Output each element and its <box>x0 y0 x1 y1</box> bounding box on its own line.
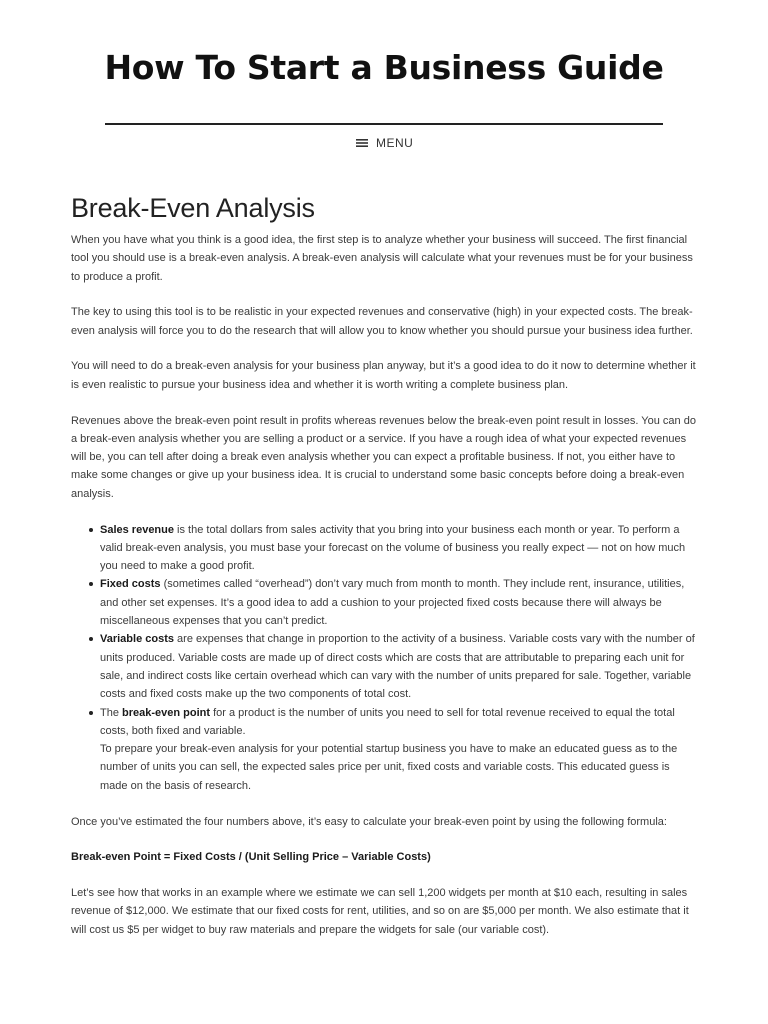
hamburger-icon <box>356 138 368 148</box>
list-item-break-even-point <box>100 704 697 795</box>
list-item-text: for a product is the number of units you need to sell for total revenue received to equal the total costs, both fixed and variable. <box>100 706 675 737</box>
paragraph-intro: When you have what you think is a good idea, the first step is to analyze whether your business will succeed. The first financial tool you should use is a break-even analysis. A break-even analysis will calculate what your revenues must be for your business to produce a profit. <box>71 234 693 283</box>
list-item-text: (sometimes called “overhead”) don’t vary much from month to month. They include rent, insurance, utilities, and other set expenses. It’s a good idea to add a cushion to your projected fixed costs because there will always be miscellaneous expenses that you can’t predict. <box>100 578 685 628</box>
title-divider <box>105 123 663 125</box>
term-variable-costs: Variable costs <box>100 633 174 646</box>
paragraph-revenues: Revenues above the break-even point result in profits whereas revenues below the break-even point result in losses. You can do a break-even analysis whether you are selling a product or a service. If you have a rough idea of what your expected revenues will be, you can tell after doing a break even analysis whether you can expect a profitable business. If not, you either have to make some changes or give up your business idea. It is crucial to understand some basic concepts before doing a break-even analysis. <box>71 414 696 500</box>
list-item-text: is the total dollars from sales activity that you bring into your business each month or year. To perform a valid break-even analysis, you must base your forecast on the volume of business you really expect — not on how much you need to make a good profit. <box>100 523 686 573</box>
paragraph-after-list: Once you’ve estimated the four numbers above, it’s easy to calculate your break-even point by using the following formula: <box>71 815 667 828</box>
concepts-list <box>71 521 697 795</box>
article-content <box>71 190 697 957</box>
menu-label: MENU <box>376 136 414 150</box>
term-fixed-costs: Fixed costs <box>100 578 161 591</box>
list-item-sales-revenue <box>100 521 697 576</box>
list-item-prefix: The <box>100 706 123 719</box>
list-item-variable-costs <box>100 630 697 703</box>
menu-toggle-button[interactable] <box>356 134 413 152</box>
paragraph-realism: The key to using this tool is to be realistic in your expected revenues and conservative (high) in your expected costs. The break-even analysis will force you to do the research that will allow you to know whether you should pursue your business idea further. <box>71 306 693 337</box>
page-title: Break-Even Analysis <box>71 193 315 223</box>
list-item-text: are expenses that change in proportion to the activity of a business. Variable costs vary with the number of units produced. Variable costs are made up of direct costs which are costs that are attributable to preparing each unit for sale, and indirect costs like certain overhead which can vary with the number of units prepared for sale. Together, variable costs and fixed costs make up the two components of total cost. <box>100 633 695 701</box>
paragraph-example: Let’s see how that works in an example where we estimate we can sell 1,200 widgets per month at $10 each, resulting in sales revenue of $12,000. We estimate that our fixed costs for rent, utilities, and so on are $5,000 per month. We also estimate that it will cost us $5 per widget to buy raw materials and prepare the widgets for sale (our variable cost). <box>71 887 689 936</box>
list-item-continuation: To prepare your break-even analysis for your potential startup business you have to make an educated guess as to the number of units you can sell, the expected sales price per unit, fixed costs and variable costs. This educated guess is made on the basis of research. <box>100 743 678 792</box>
list-item-fixed-costs <box>100 575 697 630</box>
paragraph-business-plan: You will need to do a break-even analysis for your business plan anyway, but it’s a good idea to do it now to determine whether it is even realistic to pursue your business idea and whether it is worth writing a complete business plan. <box>71 360 696 391</box>
site-title[interactable]: How To Start a Business Guide <box>104 48 664 87</box>
break-even-formula: Break-even Point = Fixed Costs / (Unit Selling Price – Variable Costs) <box>71 851 431 864</box>
term-sales-revenue: Sales revenue <box>100 523 174 536</box>
term-break-even-point: break-even point <box>122 706 211 719</box>
